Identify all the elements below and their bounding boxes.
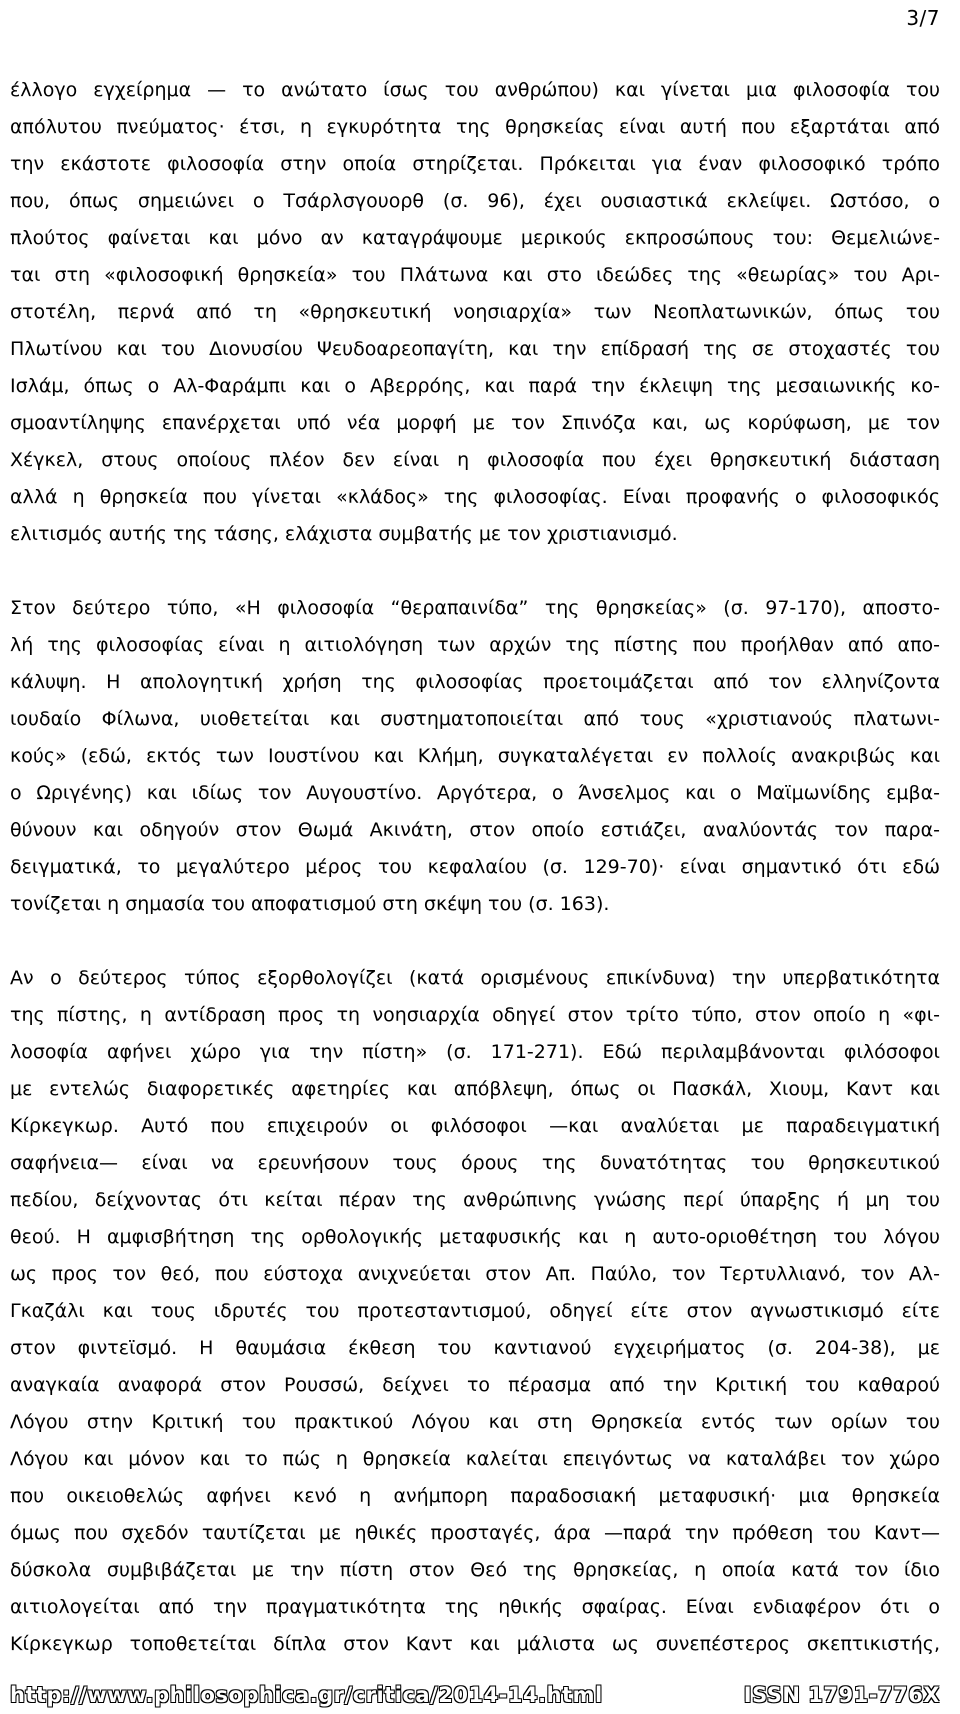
page-footer (10, 1683, 940, 1713)
paragraph-line: κάλυψη. Η απολογητική χρήση της φιλοσοφίας προετοιμάζεται από τον ελληνίζοντα (10, 671, 940, 693)
paragraph-line: Λόγου στην Κριτική του πρακτικού Λόγου και στη Θρησκεία εντός των ορίων του (10, 1411, 940, 1433)
paragraph-line: Λόγου και μόνον και το πώς η θρησκεία καλείται επειγόντως να καταλάβει τον χώρο (10, 1448, 940, 1470)
paragraph-line: πεδίου, δείχνοντας ότι κείται πέραν της ανθρώπινης γνώσης περί ύπαρξης ή μη του (10, 1189, 940, 1211)
paragraph-line: ελιτισμός αυτής της τάσης, ελάχιστα συμβατής με τον χριστιανισμό. (10, 523, 678, 545)
paragraph-line: πλούτος φαίνεται και μόνο αν καταγράψουμε μερικούς εκπροσώπους του: Θεμελιώνε- (10, 227, 940, 249)
article-body (10, 72, 940, 1663)
paragraph-line: στον φιντεϊσμό. Η θαυμάσια έκθεση του καντιανού εγχειρήματος (σ. 204-38), με (10, 1337, 940, 1359)
paragraph-line: Πλωτίνου και του Διονυσίου Ψευδοαρεοπαγίτη, και την επίδρασή της σε στοχαστές του (10, 338, 940, 360)
paragraph-line: απόλυτου πνεύματος· έτσι, η εγκυρότητα της θρησκείας είναι αυτή που εξαρτάται από (10, 116, 940, 138)
paragraph-line: στοτέλη, περνά από τη «θρησκευτική νοησιαρχία» των Νεοπλατωνικών, όπως του (10, 301, 940, 323)
footer-issn: ISSN 1791-776X (743, 1683, 940, 1707)
paragraph-line: σαφήνεια— είναι να ερευνήσουν τους όρους της δυνατότητας του θρησκευτικού (10, 1152, 940, 1174)
paragraph-line: της πίστης, η αντίδραση προς τη νοησιαρχία οδηγεί στον τρίτο τύπο, στον οποίο η «φι- (10, 1004, 940, 1026)
paragraph-gap (10, 553, 940, 590)
paragraph-gap (10, 923, 940, 960)
paragraph-line: κούς» (εδώ, εκτός των Ιουστίνου και Κλήμη, συγκαταλέγεται εν πολλοίς ανακριβώς και (10, 745, 940, 767)
paragraph-line: Στον δεύτερο τύπο, «Η φιλοσοφία “θεραπαινίδα” της θρησκείας» (σ. 97-170), αποστο- (10, 597, 940, 619)
paragraph-line: δύσκολα συμβιβάζεται με την πίστη στον Θεό της θρησκείας, η οποία κατά τον ίδιο (10, 1559, 940, 1581)
paragraph-line: αλλά η θρησκεία που γίνεται «κλάδος» της φιλοσοφίας. Είναι προφανής ο φιλοσοφικός (10, 486, 940, 508)
paragraph-line: όμως που σχεδόν ταυτίζεται με ηθικές προσταγές, άρα —παρά την πρόθεση του Καντ— (10, 1522, 940, 1544)
paragraph-line: τονίζεται η σημασία του αποφατισμού στη σκέψη του (σ. 163). (10, 893, 610, 915)
paragraph-line: Χέγκελ, στους οποίους πλέον δεν είναι η φιλοσοφία που έχει θρησκευτική διάσταση (10, 449, 940, 471)
paragraph-line: την εκάστοτε φιλοσοφία στην οποία στηρίζεται. Πρόκειται για έναν φιλοσοφικό τρόπο (10, 153, 940, 175)
paragraph-line: ιουδαίο Φίλωνα, υιοθετείται και συστηματοποιείται από τους «χριστιανούς πλατωνι- (10, 708, 940, 730)
paragraph-line: που, όπως σημειώνει ο Τσάρλσγουορθ (σ. 96), έχει ουσιαστικά εκλείψει. Ωστόσο, ο (10, 190, 940, 212)
paragraph-line: αιτιολογείται από την πραγματικότητα της ηθικής σφαίρας. Είναι ενδιαφέρον ότι ο (10, 1596, 940, 1618)
paragraph-line: θεού. Η αμφισβήτηση της ορθολογικής μεταφυσικής και η αυτο-οριοθέτηση του λόγου (10, 1226, 940, 1248)
paragraph-line: θύνουν και οδηγούν στον Θωμά Ακινάτη, στον οποίο εστιάζει, αναλύοντάς τον παρα- (10, 819, 940, 841)
paragraph-line: Ισλάμ, όπως ο Αλ-Φαράμπι και ο Αβερρόης, και παρά την έκλειψη της μεσαιωνικής κο- (10, 375, 940, 397)
paragraph-line: ται στη «φιλοσοφική θρησκεία» του Πλάτωνα και στο ιδεώδες της «θεωρίας» του Αρι- (10, 264, 940, 286)
paragraph-line: Κίρκεγκωρ τοποθετείται δίπλα στον Καντ και μάλιστα ως συνεπέστερος σκεπτικιστής, (10, 1633, 940, 1655)
page-number: 3/7 (906, 6, 940, 30)
paragraph-line: Αν ο δεύτερος τύπος εξορθολογίζει (κατά ορισμένους επικίνδυνα) την υπερβατικότητα (10, 967, 940, 989)
paragraph-line: Γκαζάλι και τους ιδρυτές του προτεσταντισμού, οδηγεί είτε στον αγνωστικισμό είτε (10, 1300, 940, 1322)
paragraph-line: ο Ωριγένης) και ιδίως τον Αυγουστίνο. Αργότερα, ο Άνσελμος και ο Μαϊμωνίδης εμβα- (10, 782, 940, 804)
paragraph-line: έλλογο εγχείρημα — το ανώτατο ίσως του ανθρώπου) και γίνεται μια φιλοσοφία του (10, 79, 940, 101)
paragraph-line: Κίρκεγκωρ. Αυτό που επιχειρούν οι φιλόσοφοι —και αναλύεται με παραδειγματική (10, 1115, 940, 1137)
paragraph-line: δειγματικά, το μεγαλύτερο μέρος του κεφαλαίου (σ. 129-70)· είναι σημαντικό ότι εδώ (10, 856, 940, 878)
paragraph-line: αναγκαία αναφορά στον Ρουσσώ, δείχνει το πέρασμα από την Κριτική του καθαρού (10, 1374, 940, 1396)
paragraph-line: με εντελώς διαφορετικές αφετηρίες και απόβλεψη, όπως οι Πασκάλ, Χιουμ, Καντ και (10, 1078, 940, 1100)
paragraph-line: σμοαντίληψης επανέρχεται υπό νέα μορφή με τον Σπινόζα και, ως κορύφωση, με τον (10, 412, 940, 434)
paragraph-line: που οικειοθελώς αφήνει κενό η ανήμπορη παραδοσιακή μεταφυσική· μια θρησκεία (10, 1485, 940, 1507)
paragraph-line: λή της φιλοσοφίας είναι η αιτιολόγηση των αρχών της πίστης που προήλθαν από απο- (10, 634, 940, 656)
footer-url[interactable]: http://www.philosophica.gr/critica/2014-14.html (10, 1683, 603, 1707)
paragraph-line: ως προς τον θεό, που εύστοχα ανιχνεύεται στον Απ. Παύλο, τον Τερτυλλιανό, τον Αλ- (10, 1263, 940, 1285)
paragraph-line: λοσοφία αφήνει χώρο για την πίστη» (σ. 171-271). Εδώ περιλαμβάνονται φιλόσοφοι (10, 1041, 940, 1063)
